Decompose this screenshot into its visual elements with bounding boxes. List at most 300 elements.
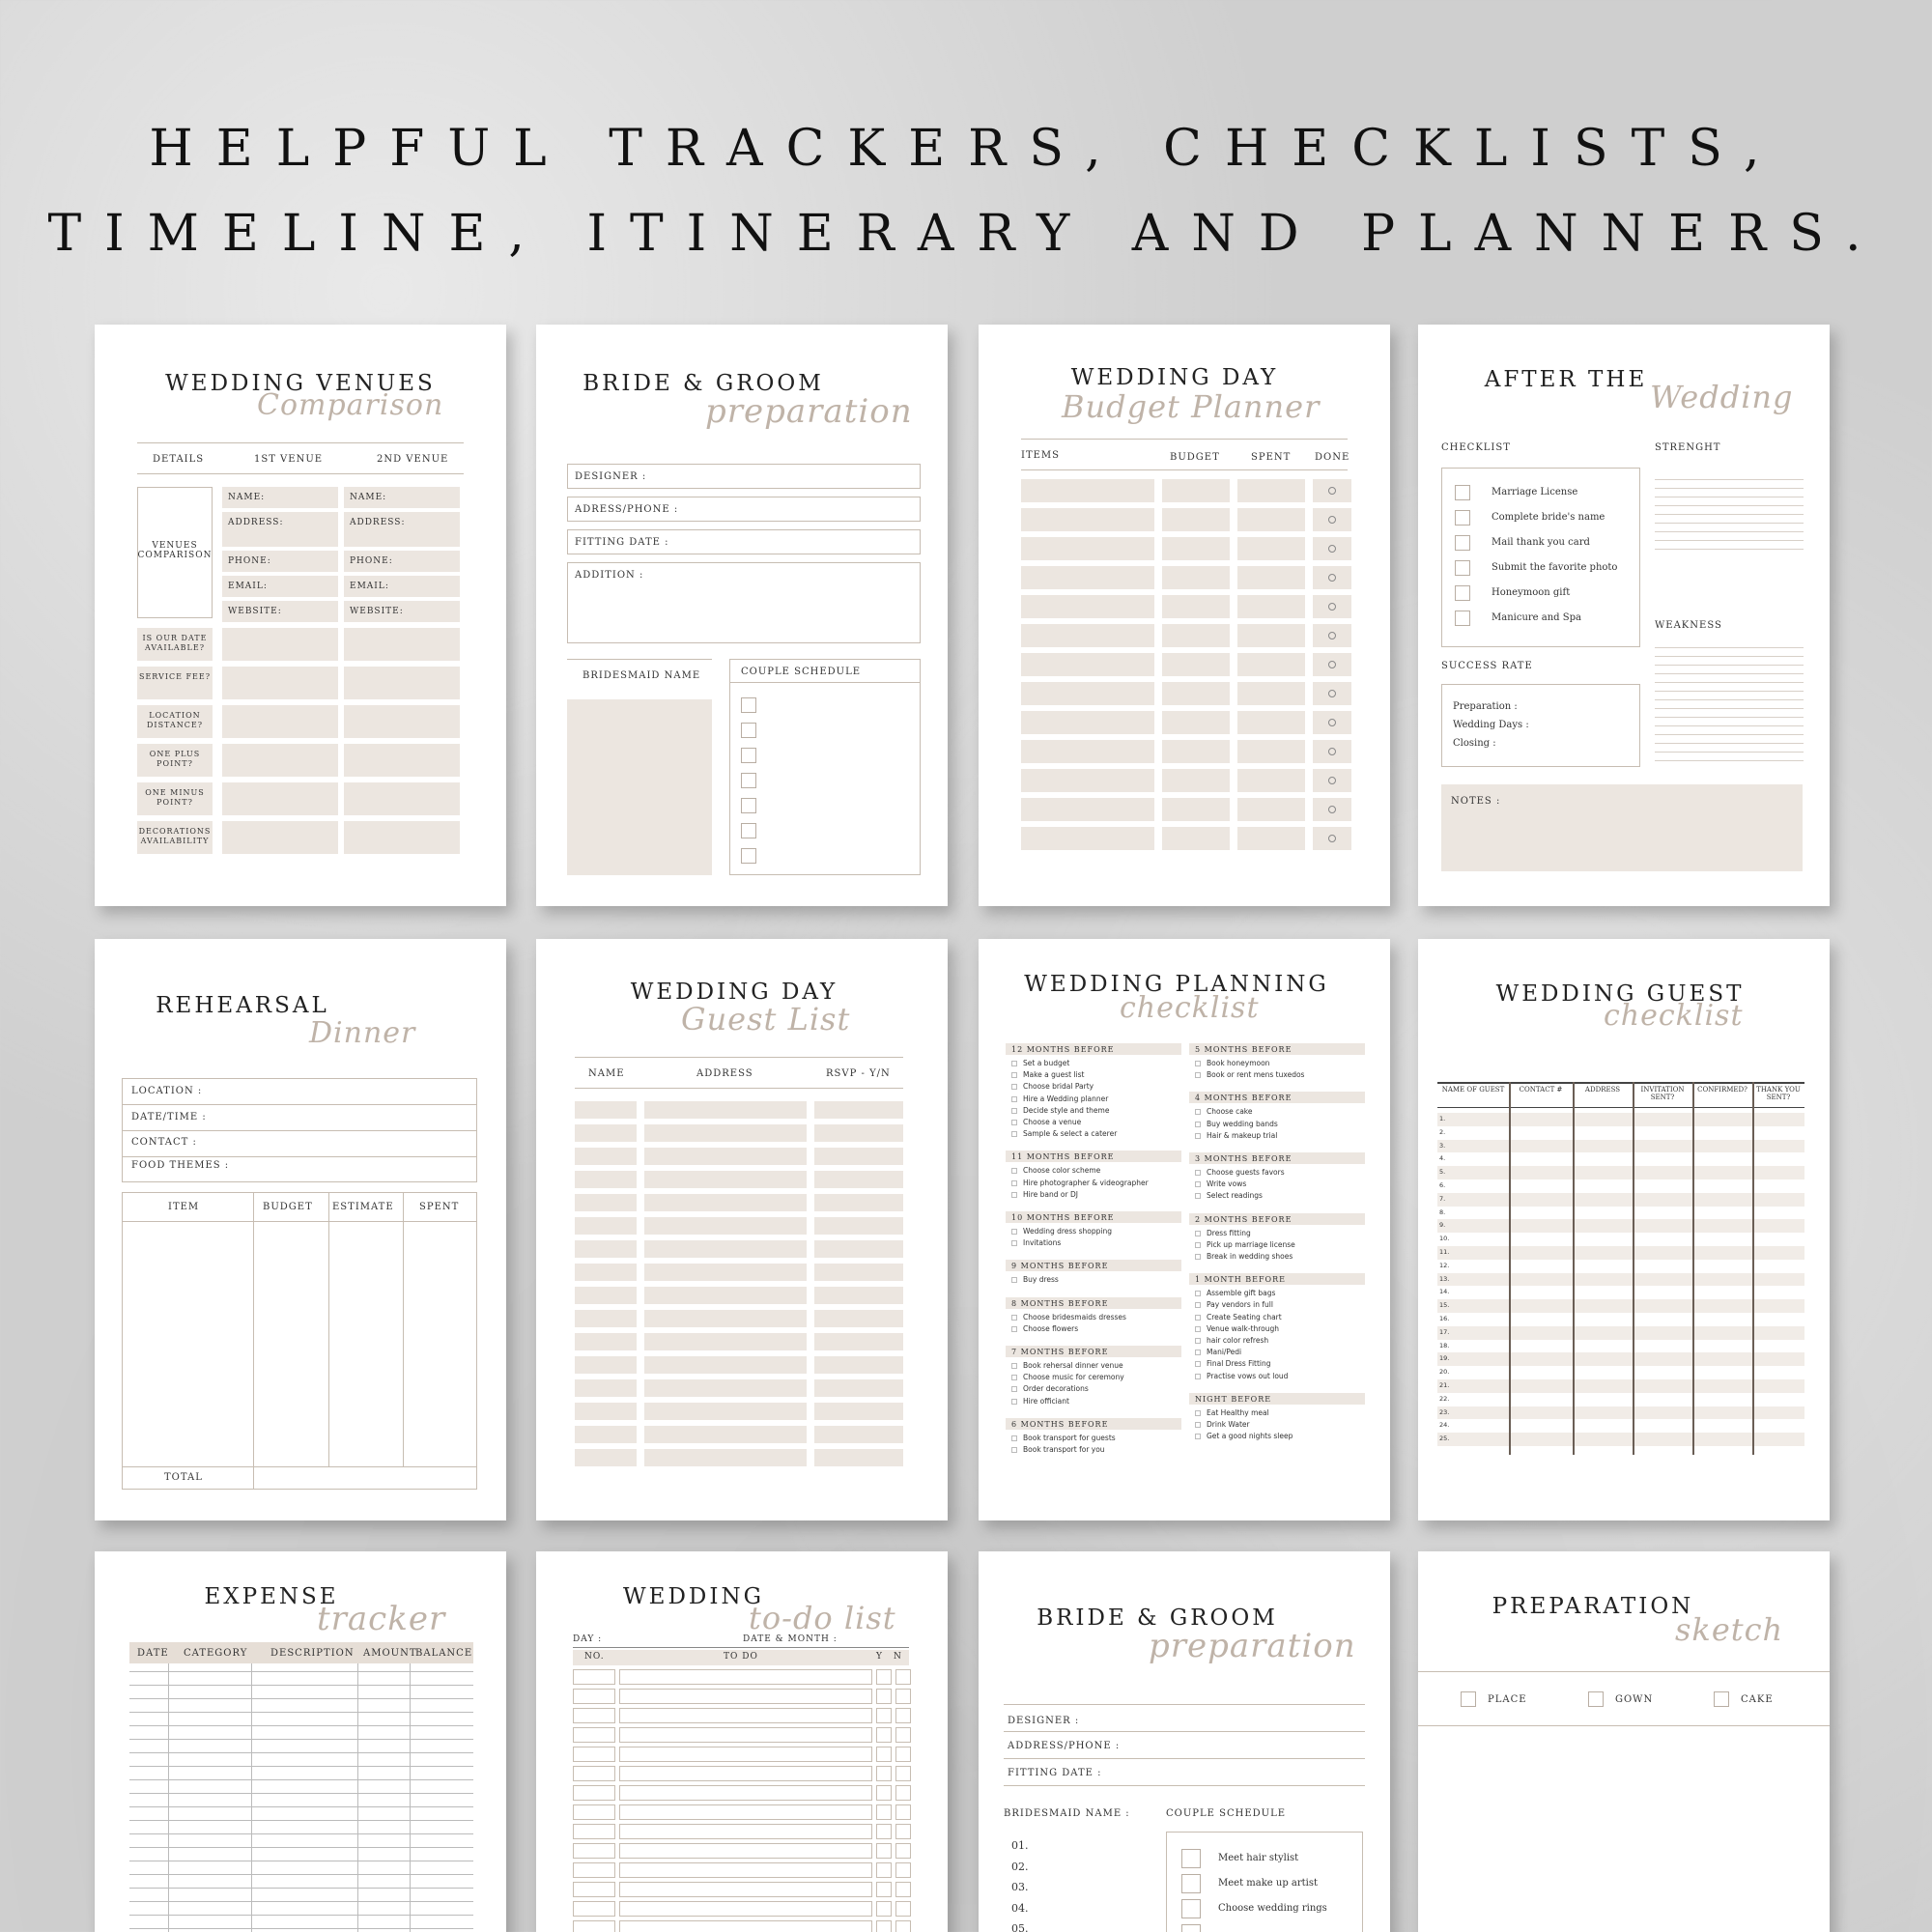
schedule-box: [729, 659, 921, 875]
checklist-item: Select readings: [1207, 1191, 1263, 1201]
todo-item-cell[interactable]: [619, 1843, 872, 1859]
row-number: 5.: [1439, 1168, 1446, 1177]
checklist-checkbox[interactable]: [1195, 1242, 1201, 1248]
todo-yes-checkbox[interactable]: [876, 1727, 892, 1743]
schedule-checkbox[interactable]: [1181, 1899, 1201, 1918]
todo-item-cell[interactable]: [619, 1882, 872, 1897]
todo-item-cell[interactable]: [619, 1669, 872, 1685]
row-number: 10.: [1439, 1235, 1450, 1243]
todo-item-cell[interactable]: [619, 1804, 872, 1820]
field-label: ADDITION :: [575, 570, 644, 581]
section-heading: 1 MONTH BEFORE: [1195, 1275, 1286, 1285]
todo-number-cell[interactable]: [573, 1824, 615, 1839]
todo-no-checkbox[interactable]: [895, 1843, 911, 1859]
table-row[interactable]: [1437, 1246, 1804, 1260]
guest-address-cell[interactable]: [644, 1124, 807, 1142]
guest-rsvp-cell[interactable]: [814, 1403, 903, 1420]
answer-cell[interactable]: [344, 782, 460, 815]
checklist-checkbox[interactable]: [1011, 1315, 1017, 1321]
todo-item-cell[interactable]: [619, 1901, 872, 1917]
todo-yes-checkbox[interactable]: [876, 1785, 892, 1801]
todo-no-checkbox[interactable]: [895, 1689, 911, 1704]
guest-address-cell[interactable]: [644, 1101, 807, 1119]
todo-yes-checkbox[interactable]: [876, 1882, 892, 1897]
schedule-checkbox[interactable]: [741, 773, 756, 788]
guest-address-cell[interactable]: [644, 1217, 807, 1235]
todo-no-checkbox[interactable]: [895, 1766, 911, 1781]
spent-cell[interactable]: [1237, 798, 1305, 821]
checklist-checkbox[interactable]: [1011, 1108, 1017, 1114]
todo-no-checkbox[interactable]: [895, 1920, 911, 1932]
col-header: DETAILS: [153, 454, 205, 465]
checklist-checkbox[interactable]: [1011, 1435, 1017, 1441]
guest-name-cell[interactable]: [575, 1449, 637, 1466]
answer-cell[interactable]: [222, 821, 338, 854]
todo-no-checkbox[interactable]: [895, 1747, 911, 1762]
todo-number-cell[interactable]: [573, 1669, 615, 1685]
guest-name-cell[interactable]: [575, 1379, 637, 1397]
checklist-item: Pay vendors in full: [1207, 1300, 1273, 1310]
todo-yes-checkbox[interactable]: [876, 1689, 892, 1704]
schedule-checkbox[interactable]: [741, 848, 756, 864]
checklist-checkbox[interactable]: [1195, 1374, 1201, 1379]
checklist-checkbox[interactable]: [1195, 1072, 1201, 1078]
todo-no-checkbox[interactable]: [895, 1669, 911, 1685]
guest-name-cell[interactable]: [575, 1333, 637, 1350]
todo-no-checkbox[interactable]: [895, 1708, 911, 1723]
question-label: DECORATIONS AVAILABILITY: [138, 827, 212, 845]
schedule-checkbox[interactable]: [1181, 1924, 1201, 1932]
budget-cell[interactable]: [1162, 798, 1230, 821]
budget-item-cell[interactable]: [1021, 798, 1154, 821]
table-row[interactable]: [1437, 1193, 1804, 1207]
col-header: ITEM: [168, 1202, 200, 1212]
todo-number-cell[interactable]: [573, 1689, 615, 1704]
done-circle-icon[interactable]: [1328, 719, 1336, 726]
budget-cell[interactable]: [1162, 566, 1230, 589]
todo-yes-checkbox[interactable]: [876, 1862, 892, 1878]
checklist-item: Hire a Wedding planner: [1023, 1094, 1109, 1103]
spent-cell[interactable]: [1237, 653, 1305, 676]
checklist-item: Set a budget: [1023, 1059, 1070, 1067]
page-script-title: tracker: [317, 1600, 446, 1638]
budget-cell[interactable]: [1162, 682, 1230, 705]
checklist-checkbox[interactable]: [1011, 1131, 1017, 1137]
todo-yes-checkbox[interactable]: [876, 1843, 892, 1859]
guest-address-cell[interactable]: [644, 1171, 807, 1188]
section-heading: 9 MONTHS BEFORE: [1011, 1262, 1109, 1271]
checklist-checkbox[interactable]: [1011, 1399, 1017, 1405]
guest-rsvp-cell[interactable]: [814, 1101, 903, 1119]
gown-checkbox[interactable]: [1588, 1691, 1604, 1707]
field-label: DESIGNER :: [575, 471, 647, 482]
checklist-checkbox[interactable]: [1195, 1109, 1201, 1115]
checklist-checkbox[interactable]: [1011, 1192, 1017, 1198]
table-row[interactable]: [1437, 1299, 1804, 1313]
budget-cell[interactable]: [1162, 479, 1230, 502]
checklist-item: Choose flowers: [1023, 1323, 1079, 1333]
col-header: INVITATION SENT?: [1640, 1086, 1685, 1101]
todo-item-cell[interactable]: [619, 1689, 872, 1704]
checklist-checkbox[interactable]: [1455, 611, 1470, 626]
guest-rsvp-cell[interactable]: [814, 1148, 903, 1165]
col-header: DATE: [137, 1648, 169, 1659]
guest-address-cell[interactable]: [644, 1356, 807, 1374]
guest-name-cell[interactable]: [575, 1240, 637, 1258]
guest-name-cell[interactable]: [575, 1426, 637, 1443]
answer-cell[interactable]: [222, 667, 338, 699]
table-row[interactable]: [1437, 1379, 1804, 1393]
answer-cell[interactable]: [344, 821, 460, 854]
budget-item-cell[interactable]: [1021, 624, 1154, 647]
spent-cell[interactable]: [1237, 711, 1305, 734]
table-row[interactable]: [1437, 1433, 1804, 1446]
checklist-checkbox[interactable]: [1455, 585, 1470, 601]
budget-item-cell[interactable]: [1021, 595, 1154, 618]
schedule-item: Meet hair stylist: [1218, 1853, 1299, 1863]
answer-cell[interactable]: [222, 705, 338, 738]
guest-name-cell[interactable]: [575, 1171, 637, 1188]
budget-item-cell[interactable]: [1021, 508, 1154, 531]
checklist-checkbox[interactable]: [1011, 1375, 1017, 1380]
checklist-checkbox[interactable]: [1011, 1180, 1017, 1186]
checklist-checkbox[interactable]: [1195, 1122, 1201, 1127]
todo-yes-checkbox[interactable]: [876, 1824, 892, 1839]
spent-cell[interactable]: [1237, 479, 1305, 502]
checklist-checkbox[interactable]: [1195, 1338, 1201, 1344]
budget-cell[interactable]: [1162, 595, 1230, 618]
todo-no-checkbox[interactable]: [895, 1862, 911, 1878]
done-circle-icon[interactable]: [1328, 487, 1336, 495]
checklist-checkbox[interactable]: [1011, 1084, 1017, 1090]
todo-number-cell[interactable]: [573, 1708, 615, 1723]
done-circle-icon[interactable]: [1328, 806, 1336, 813]
place-checkbox[interactable]: [1461, 1691, 1476, 1707]
todo-no-checkbox[interactable]: [895, 1785, 911, 1801]
bridesmaid-area[interactable]: [567, 699, 712, 875]
spent-cell[interactable]: [1237, 624, 1305, 647]
answer-cell[interactable]: [344, 667, 460, 699]
page-script-title: sketch: [1675, 1611, 1784, 1648]
cake-checkbox[interactable]: [1714, 1691, 1729, 1707]
checklist-checkbox[interactable]: [1195, 1061, 1201, 1066]
guest-address-cell[interactable]: [644, 1148, 807, 1165]
todo-yes-checkbox[interactable]: [876, 1901, 892, 1917]
spent-cell[interactable]: [1237, 595, 1305, 618]
schedule-checkbox[interactable]: [741, 748, 756, 763]
checklist-checkbox[interactable]: [1195, 1291, 1201, 1296]
venue-field-label: NAME:: [228, 493, 266, 502]
day-label: DAY :: [573, 1634, 603, 1644]
guest-address-cell[interactable]: [644, 1194, 807, 1211]
checklist-checkbox[interactable]: [1011, 1072, 1017, 1078]
todo-item-cell[interactable]: [619, 1785, 872, 1801]
budget-item-cell[interactable]: [1021, 740, 1154, 763]
table-row[interactable]: [1437, 1166, 1804, 1179]
checklist-checkbox[interactable]: [1195, 1410, 1201, 1416]
checklist-checkbox[interactable]: [1195, 1361, 1201, 1367]
guest-rsvp-cell[interactable]: [814, 1333, 903, 1350]
guest-address-cell[interactable]: [644, 1264, 807, 1281]
guest-rsvp-cell[interactable]: [814, 1194, 903, 1211]
guest-name-cell[interactable]: [575, 1124, 637, 1142]
guest-rsvp-cell[interactable]: [814, 1264, 903, 1281]
checklist-checkbox[interactable]: [1455, 560, 1470, 576]
todo-yes-checkbox[interactable]: [876, 1766, 892, 1781]
todo-no-checkbox[interactable]: [895, 1804, 911, 1820]
guest-address-cell[interactable]: [644, 1310, 807, 1327]
checklist-checkbox[interactable]: [1195, 1302, 1201, 1308]
todo-number-cell[interactable]: [573, 1727, 615, 1743]
checklist-checkbox[interactable]: [1195, 1170, 1201, 1176]
todo-item-cell[interactable]: [619, 1824, 872, 1839]
checklist-checkbox[interactable]: [1195, 1254, 1201, 1260]
done-circle-icon[interactable]: [1328, 603, 1336, 611]
checklist-checkbox[interactable]: [1011, 1240, 1017, 1246]
todo-number-cell[interactable]: [573, 1747, 615, 1762]
budget-item-cell[interactable]: [1021, 682, 1154, 705]
todo-no-checkbox[interactable]: [895, 1901, 911, 1917]
done-circle-icon[interactable]: [1328, 516, 1336, 524]
schedule-checkbox[interactable]: [741, 697, 756, 713]
guest-rsvp-cell[interactable]: [814, 1171, 903, 1188]
todo-number-cell[interactable]: [573, 1920, 615, 1932]
section-heading: 10 MONTHS BEFORE: [1011, 1213, 1115, 1222]
schedule-checkbox[interactable]: [741, 798, 756, 813]
budget-cell[interactable]: [1162, 740, 1230, 763]
checklist-item: Pick up marriage license: [1207, 1239, 1295, 1249]
budget-cell[interactable]: [1162, 827, 1230, 850]
page-title: AFTER THE: [1484, 367, 1648, 392]
todo-number-cell[interactable]: [573, 1843, 615, 1859]
todo-no-checkbox[interactable]: [895, 1824, 911, 1839]
guest-address-cell[interactable]: [644, 1333, 807, 1350]
checklist-checkbox[interactable]: [1195, 1181, 1201, 1187]
guest-rsvp-cell[interactable]: [814, 1240, 903, 1258]
page-title: WEDDING PLANNING: [1024, 972, 1329, 997]
budget-item-cell[interactable]: [1021, 653, 1154, 676]
done-circle-icon[interactable]: [1328, 748, 1336, 755]
todo-yes-checkbox[interactable]: [876, 1747, 892, 1762]
budget-cell[interactable]: [1162, 537, 1230, 560]
page-script-title: Comparison: [257, 388, 444, 422]
section-heading: 3 MONTHS BEFORE: [1195, 1154, 1293, 1163]
checklist-checkbox[interactable]: [1195, 1434, 1201, 1439]
budget-item-cell[interactable]: [1021, 566, 1154, 589]
checklist-checkbox[interactable]: [1195, 1315, 1201, 1321]
row-number: 8.: [1439, 1208, 1446, 1216]
field-label: DATE/TIME :: [131, 1112, 207, 1122]
guest-address-cell[interactable]: [644, 1426, 807, 1443]
done-circle-icon[interactable]: [1328, 690, 1336, 697]
budget-item-cell[interactable]: [1021, 711, 1154, 734]
guest-rsvp-cell[interactable]: [814, 1449, 903, 1466]
col-header: DESCRIPTION: [270, 1648, 355, 1659]
schedule-checkbox[interactable]: [1181, 1849, 1201, 1868]
todo-item-cell[interactable]: [619, 1747, 872, 1762]
done-circle-icon[interactable]: [1328, 777, 1336, 784]
done-circle-icon[interactable]: [1328, 661, 1336, 668]
col-header: THANK YOU SENT?: [1756, 1086, 1801, 1101]
guest-name-cell[interactable]: [575, 1403, 637, 1420]
checklist-item: Order decorations: [1023, 1384, 1089, 1394]
guest-name-cell[interactable]: [575, 1101, 637, 1119]
guest-name-cell[interactable]: [575, 1310, 637, 1327]
guest-address-cell[interactable]: [644, 1449, 807, 1466]
spent-cell[interactable]: [1237, 537, 1305, 560]
todo-item-cell[interactable]: [619, 1862, 872, 1878]
section-heading: 4 MONTHS BEFORE: [1195, 1094, 1293, 1103]
col-header: NAME OF GUEST: [1441, 1086, 1505, 1094]
page-title: REHEARSAL: [156, 993, 329, 1018]
done-circle-icon[interactable]: [1328, 574, 1336, 582]
budget-cell[interactable]: [1162, 653, 1230, 676]
checklist-checkbox[interactable]: [1455, 535, 1470, 551]
checklist-checkbox[interactable]: [1195, 1193, 1201, 1199]
schedule-checkbox[interactable]: [741, 823, 756, 838]
done-circle-icon[interactable]: [1328, 545, 1336, 553]
budget-cell[interactable]: [1162, 624, 1230, 647]
budget-cell[interactable]: [1162, 769, 1230, 792]
table-row[interactable]: [1437, 1140, 1804, 1153]
guest-name-cell[interactable]: [575, 1148, 637, 1165]
guest-name-cell[interactable]: [575, 1356, 637, 1374]
checklist-checkbox[interactable]: [1455, 485, 1470, 500]
spent-cell[interactable]: [1237, 508, 1305, 531]
budget-cell[interactable]: [1162, 711, 1230, 734]
budget-cell[interactable]: [1162, 508, 1230, 531]
spent-cell[interactable]: [1237, 769, 1305, 792]
done-circle-icon[interactable]: [1328, 835, 1336, 842]
todo-number-cell[interactable]: [573, 1882, 615, 1897]
todo-number-cell[interactable]: [573, 1901, 615, 1917]
todo-yes-checkbox[interactable]: [876, 1669, 892, 1685]
todo-number-cell[interactable]: [573, 1804, 615, 1820]
todo-yes-checkbox[interactable]: [876, 1804, 892, 1820]
checklist-checkbox[interactable]: [1011, 1363, 1017, 1369]
table-row[interactable]: [1437, 1273, 1804, 1287]
spent-cell[interactable]: [1237, 827, 1305, 850]
guest-rsvp-cell[interactable]: [814, 1310, 903, 1327]
schedule-item: Meet make up artist: [1218, 1878, 1319, 1889]
schedule-checkbox[interactable]: [741, 723, 756, 738]
answer-cell[interactable]: [222, 744, 338, 777]
answer-cell[interactable]: [344, 628, 460, 661]
checklist-checkbox[interactable]: [1011, 1386, 1017, 1392]
table-row[interactable]: [1437, 1406, 1804, 1420]
checklist-checkbox[interactable]: [1455, 510, 1470, 526]
spent-cell[interactable]: [1237, 682, 1305, 705]
table-row[interactable]: [1437, 1219, 1804, 1233]
guest-name-cell[interactable]: [575, 1287, 637, 1304]
guest-name-cell[interactable]: [575, 1194, 637, 1211]
guest-address-cell[interactable]: [644, 1379, 807, 1397]
todo-number-cell[interactable]: [573, 1785, 615, 1801]
table-row[interactable]: [1437, 1326, 1804, 1340]
field-label: FITTING DATE :: [575, 537, 669, 548]
guest-rsvp-cell[interactable]: [814, 1379, 903, 1397]
checklist-checkbox[interactable]: [1195, 1326, 1201, 1332]
guest-rsvp-cell[interactable]: [814, 1356, 903, 1374]
checklist-item: Dress fitting: [1207, 1228, 1251, 1237]
spent-cell[interactable]: [1237, 740, 1305, 763]
checklist-item: Final Dress Fitting: [1207, 1359, 1271, 1369]
guest-rsvp-cell[interactable]: [814, 1426, 903, 1443]
table-row[interactable]: [1437, 1113, 1804, 1126]
checklist-checkbox[interactable]: [1011, 1447, 1017, 1453]
spent-cell[interactable]: [1237, 566, 1305, 589]
todo-item-cell[interactable]: [619, 1766, 872, 1781]
answer-cell[interactable]: [344, 744, 460, 777]
todo-item-cell[interactable]: [619, 1708, 872, 1723]
table-row[interactable]: [1437, 1352, 1804, 1366]
answer-cell[interactable]: [344, 705, 460, 738]
todo-item-cell[interactable]: [619, 1727, 872, 1743]
checklist-checkbox[interactable]: [1011, 1120, 1017, 1125]
guest-rsvp-cell[interactable]: [814, 1217, 903, 1235]
checklist-checkbox[interactable]: [1195, 1133, 1201, 1139]
field-label: FOOD THEMES :: [131, 1160, 230, 1171]
rate-label: Preparation :: [1453, 701, 1518, 712]
bridesmaid-number: 04.: [1011, 1901, 1029, 1915]
guest-rsvp-cell[interactable]: [814, 1124, 903, 1142]
guest-address-cell[interactable]: [644, 1287, 807, 1304]
schedule-checkbox[interactable]: [1181, 1874, 1201, 1893]
checklist-checkbox[interactable]: [1011, 1229, 1017, 1235]
budget-item-cell[interactable]: [1021, 537, 1154, 560]
checklist-checkbox[interactable]: [1011, 1061, 1017, 1066]
answer-cell[interactable]: [222, 782, 338, 815]
checklist-item: Venue walk-through: [1207, 1323, 1279, 1333]
page-script-title: Dinner: [309, 1016, 416, 1050]
checklist-checkbox[interactable]: [1011, 1168, 1017, 1174]
page-script-title: Wedding: [1650, 379, 1794, 415]
budget-item-cell[interactable]: [1021, 769, 1154, 792]
col-header: SPENT: [419, 1202, 460, 1212]
checklist-item: Honeymoon gift: [1492, 587, 1571, 598]
checklist-checkbox[interactable]: [1195, 1350, 1201, 1355]
todo-yes-checkbox[interactable]: [876, 1920, 892, 1932]
todo-yes-checkbox[interactable]: [876, 1708, 892, 1723]
budget-item-cell[interactable]: [1021, 827, 1154, 850]
guest-name-cell[interactable]: [575, 1217, 637, 1235]
todo-no-checkbox[interactable]: [895, 1882, 911, 1897]
todo-number-cell[interactable]: [573, 1766, 615, 1781]
field-label: LOCATION :: [131, 1086, 203, 1096]
guest-name-cell[interactable]: [575, 1264, 637, 1281]
done-circle-icon[interactable]: [1328, 632, 1336, 639]
guest-address-cell[interactable]: [644, 1403, 807, 1420]
row-number: 3.: [1439, 1141, 1446, 1150]
row-number: 16.: [1439, 1315, 1450, 1322]
checklist-checkbox[interactable]: [1195, 1231, 1201, 1236]
guest-rsvp-cell[interactable]: [814, 1287, 903, 1304]
todo-item-cell[interactable]: [619, 1920, 872, 1932]
row-number: 2.: [1439, 1127, 1446, 1136]
checklist-item: Book rehersal dinner venue: [1023, 1361, 1123, 1370]
checklist-checkbox[interactable]: [1195, 1422, 1201, 1428]
checklist-checkbox[interactable]: [1011, 1096, 1017, 1102]
venue-field-label: PHONE:: [228, 556, 271, 566]
todo-number-cell[interactable]: [573, 1862, 615, 1878]
checklist-checkbox[interactable]: [1011, 1277, 1017, 1283]
col-header: BUDGET: [1170, 452, 1220, 463]
budget-item-cell[interactable]: [1021, 479, 1154, 502]
answer-cell[interactable]: [222, 628, 338, 661]
checklist-checkbox[interactable]: [1011, 1326, 1017, 1332]
todo-no-checkbox[interactable]: [895, 1727, 911, 1743]
guest-address-cell[interactable]: [644, 1240, 807, 1258]
